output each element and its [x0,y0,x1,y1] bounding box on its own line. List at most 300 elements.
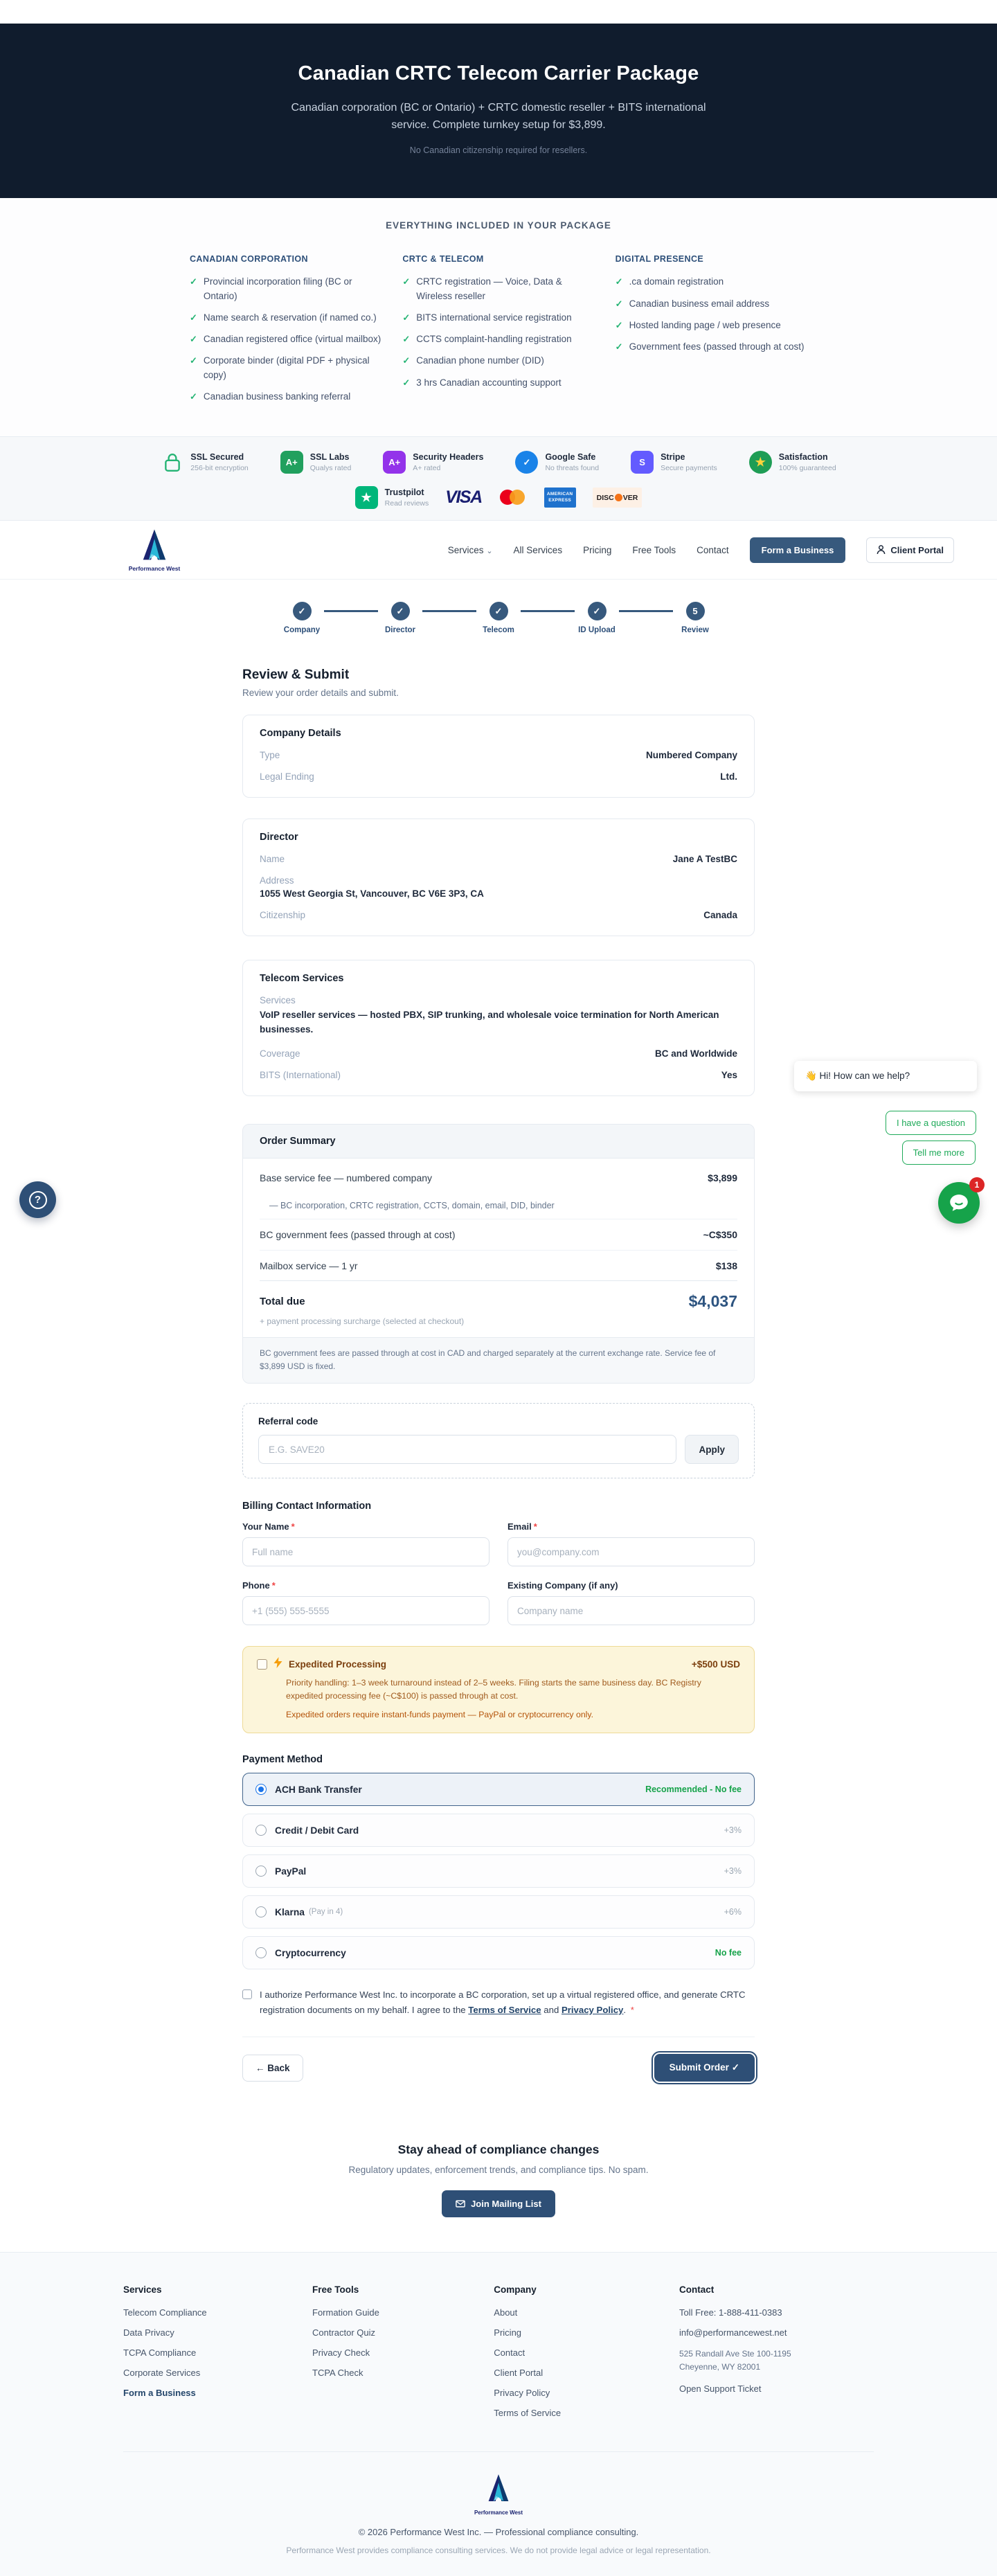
detail-row [260,766,737,787]
badge-ssl-secured [161,451,248,474]
question-mark-icon: ? [29,1191,47,1209]
nav-item-all-services[interactable]: All Services [513,544,563,555]
authorization-checkbox[interactable] [242,1989,252,1999]
step-check-icon: ✓ [588,602,607,620]
base-fee-note: — BC incorporation, CRTC registration, CCTS, domain, email, DID, binder [260,1193,737,1219]
detail-row [260,904,737,926]
page-subtitle: Review your order details and submit. [242,688,399,699]
detail-row [260,848,737,870]
row-value: Yes [721,1069,737,1080]
badge-security-headers [383,451,483,474]
column-title: CRTC & TELECOM [402,254,484,265]
review-header [242,668,755,698]
included-item-label: Canadian business email address [629,298,770,309]
badge-subtitle: Secure payments [661,464,717,473]
payment-option-label: PayPal [275,1866,307,1877]
row-label: Address [260,875,294,886]
billing-fields [242,1521,755,1625]
badge-subtitle: No threats found [545,464,600,473]
existing-company-input[interactable] [508,1596,755,1625]
payment-option-paypal[interactable] [242,1854,755,1888]
row-label: Citizenship [260,910,306,921]
payment-option-card[interactable] [242,1814,755,1847]
badge-title: Stripe [661,452,685,463]
chat-quick-reply-tell-me-more[interactable]: Tell me more [902,1141,976,1165]
email-input[interactable] [508,1537,755,1566]
director-card [242,819,755,936]
discover-text: VER [622,493,638,502]
line-amount: $3,899 [708,1172,737,1183]
footer-link[interactable]: Contact [494,2347,526,2358]
included-column-digital [616,254,807,411]
required-asterisk: * [533,1521,537,1532]
check-icon: ✓ [402,355,411,366]
included-columns [190,254,807,411]
row-value: Canada [703,910,737,921]
row-label: Legal Ending [260,771,314,782]
footer-link[interactable]: Pricing [494,2327,522,2338]
check-icon: ✓ [615,298,623,309]
payment-option-crypto[interactable] [242,1936,755,1969]
footer-col-services [123,2284,312,2428]
a-plus-icon: A+ [280,451,303,474]
radio-unselected[interactable] [255,1825,267,1836]
nav-item-pricing[interactable]: Pricing [583,544,612,555]
newsletter-section [0,2122,997,2252]
check-icon: ✓ [402,377,411,388]
brand-logo[interactable] [129,528,180,572]
included-item-label: Name search & reservation (if named co.) [203,312,377,323]
hero-subtitle: Canadian corporation (BC or Ontario) + CRTC domestic reseller + BITS international service. Complete turnkey setup for $3,899. [291,101,706,132]
authorization-text-part: I authorize Performance West Inc. to incorporate a BC corporation, set up a virtual registered office, and generate CRTC registration documents on my behalf. I agree to the [260,1989,746,2015]
back-label: Back [267,2062,290,2073]
badge-subtitle: 100% guaranteed [778,464,836,473]
payment-option-fee: +6% [724,1907,742,1917]
referral-code-card [242,1403,755,1478]
newsletter-title: Stay ahead of compliance changes [397,2143,600,2156]
card-title: Telecom Services [260,973,344,985]
check-icon: ✓ [402,312,411,323]
discover-text: DISC [596,493,614,502]
name-field-group [242,1521,489,1566]
payment-logos-row [0,486,997,509]
included-item [402,332,594,346]
check-icon: ✓ [190,355,197,366]
footer-col-company [494,2284,679,2428]
hero-section [0,24,997,199]
trust-strip [0,436,997,521]
check-icon: ✓ [731,2062,739,2073]
included-item-label: Canadian business banking referral [203,391,351,402]
lock-icon [161,451,183,474]
footer-col-title: Services [123,2284,162,2295]
detail-row [260,744,737,766]
badge-subtitle: 256-bit encryption [190,464,249,473]
badge-title: Security Headers [413,452,484,463]
included-item [616,297,807,311]
included-item [190,354,381,382]
expedited-title: Expedited Processing [289,1658,387,1670]
chat-greeting-bubble: 👋 Hi! How can we help? [794,1061,977,1091]
payment-option-badge: Recommended - No fee [645,1785,742,1795]
badge-title: Satisfaction [778,452,828,463]
phone-field-group [242,1580,489,1625]
detail-row [260,990,737,1007]
stripe-icon: S [631,451,654,474]
discover-logo [593,488,643,508]
open-support-ticket-link[interactable]: Open Support Ticket [679,2383,762,2395]
field-label-text: Phone [242,1580,270,1591]
chat-unread-badge: 1 [969,1177,985,1192]
order-summary-card [242,1124,755,1384]
total-amount: $4,037 [688,1291,737,1310]
row-label: Type [260,750,280,761]
form-actions [242,2037,755,2082]
footer-col-title: Free Tools [312,2284,359,2295]
amex-text: EXPRESS [548,497,572,503]
payment-option-label: Cryptocurrency [275,1947,346,1958]
name-input[interactable] [242,1537,489,1566]
footer-col-title: Contact [679,2284,715,2295]
detail-row [260,1043,737,1064]
amex-logo [544,488,576,508]
payment-option-label: ACH Bank Transfer [275,1784,362,1795]
radio-unselected[interactable] [255,1947,267,1958]
badge-stripe [631,451,717,474]
disclaimer-text: Performance West provides compliance consulting services. We do not provide legal advice or legal representation. [286,2546,711,2555]
step-check-icon: ✓ [489,602,508,620]
step-label: Review [681,626,709,635]
footer-link[interactable]: Terms of Service [494,2408,562,2418]
order-summary-footnote: BC government fees are passed through at cost in CAD and charged separately at the current exchange rate. Service fee of $3,899 USD is fixed. [243,1337,754,1383]
row-value: Numbered Company [645,750,737,761]
step-label: Director [384,626,416,635]
step-label: Company [283,626,321,635]
footer-link[interactable]: Corporate Services [123,2368,201,2378]
person-icon [877,545,886,555]
check-icon: ✓ [615,276,623,287]
required-asterisk: * [630,2004,634,2015]
line-label: Mailbox service — 1 yr [260,1260,358,1271]
top-spacer [0,0,997,24]
existing-company-field-group [508,1580,755,1625]
lightning-icon [273,1657,282,1671]
nav-links [448,537,954,563]
payment-option-label: Klarna [275,1906,305,1917]
expedited-description: Priority handling: 1–3 week turnaround instead of 2–5 weeks. Filing starts the same business day. BC Registry expedited processing fee (~C$100) is passed through at cost. [286,1678,701,1701]
included-item-label: CCTS complaint-handling registration [416,334,572,345]
line-label: BC government fees (passed through at cost) [260,1228,456,1240]
footer-link[interactable]: About [494,2307,518,2318]
amex-text: AMERICAN [546,492,573,497]
included-item [402,354,594,368]
footer-link-form-a-business[interactable]: Form a Business [123,2388,196,2398]
trust-badges-row [0,451,997,474]
step-connector [521,610,575,612]
footer [0,2252,997,2576]
toll-free-number[interactable]: Toll Free: 1-888-411-0383 [679,2307,782,2318]
contact-email[interactable]: info@performancewest.net [679,2327,787,2338]
form-a-business-button[interactable]: Form a Business [750,537,846,563]
step-check-icon: ✓ [391,602,410,620]
authorization-text-part: . [623,2004,629,2015]
email-field-group [508,1521,755,1566]
nav-item-contact[interactable]: Contact [697,544,729,555]
summary-line [260,1251,737,1281]
step-company[interactable] [277,602,327,634]
check-icon: ✓ [615,341,623,352]
phone-input[interactable] [242,1596,489,1625]
step-connector [324,610,378,612]
referral-label: Referral code [258,1416,318,1427]
performance-west-logo-icon [483,2473,514,2505]
summary-line [260,1163,737,1193]
chat-bubble-icon [947,1191,971,1215]
card-title: Director [260,832,298,843]
back-arrow-icon: ← [255,2062,265,2073]
hero-note: No Canadian citizenship required for resellers. [409,145,588,156]
badge-satisfaction [749,451,836,474]
footer-link[interactable]: Telecom Compliance [123,2307,207,2318]
footer-link[interactable]: Privacy Check [312,2347,370,2358]
submit-order-button[interactable] [654,2054,755,2082]
column-title: CANADIAN CORPORATION [190,254,308,265]
main-content [0,580,997,2122]
performance-west-logo-icon [136,528,172,564]
included-item-label: BITS international service registration [416,312,572,323]
payment-option-label: Credit / Debit Card [275,1825,359,1836]
payment-option-fee: +3% [724,1825,742,1836]
step-connector [422,610,476,612]
footer-col-title: Company [494,2284,537,2295]
included-heading: EVERYTHING INCLUDED IN YOUR PACKAGE [386,220,611,231]
included-item-label: Provincial incorporation filing (BC or Ontario) [203,276,352,301]
payment-option-fee: +3% [724,1866,742,1877]
mastercard-logo [498,488,528,507]
shield-check-icon: ✓ [515,451,538,474]
detail-row [260,1064,737,1086]
detail-row [260,870,737,887]
join-mailing-list-button[interactable] [442,2190,555,2217]
total-label: Total due [260,1295,305,1307]
footer-bottom [123,2451,874,2555]
badge-google-safe [515,451,599,474]
check-icon: ✓ [615,319,623,330]
terms-of-service-link[interactable]: Terms of Service [468,2004,541,2015]
check-icon: ✓ [402,334,411,345]
radio-unselected[interactable] [255,1906,267,1917]
visa-logo: VISA [445,488,482,508]
included-item [190,311,381,325]
badge-subtitle: Qualys rated [309,464,352,473]
progress-stepper [277,602,720,634]
contact-address [679,2347,874,2374]
payment-option-fee: No fee [715,1948,742,1958]
expedited-payment-note: Expedited orders require instant-funds payment — PayPal or cryptocurrency only. [286,1710,594,1720]
included-item-label: .ca domain registration [629,276,724,287]
address-value: 1055 West Georgia St, Vancouver, BC V6E 3P3, CA [260,888,484,900]
footer-link[interactable]: Contractor Quiz [312,2327,376,2338]
row-value: BC and Worldwide [654,1048,737,1059]
footer-link[interactable]: TCPA Compliance [123,2347,197,2358]
payment-option-note: (Pay in 4) [308,1908,343,1917]
step-id-upload[interactable] [572,602,622,634]
nav-item-label: Services [447,544,484,555]
included-item [190,275,381,303]
radio-unselected[interactable] [255,1866,267,1877]
brand-name: Performance West [128,565,181,573]
nav-item-free-tools[interactable]: Free Tools [632,544,676,555]
page-title: Review & Submit [242,668,350,683]
row-value: Ltd. [720,771,737,782]
row-label: Services [260,995,296,1006]
summary-line [260,1219,737,1251]
footer-link[interactable]: Privacy Policy [494,2388,550,2398]
included-item [402,311,594,325]
footer-link[interactable]: Data Privacy [123,2327,174,2338]
trustpilot-star-icon: ★ [355,486,378,509]
badge-title: SSL Labs [309,452,350,463]
field-label-text: Existing Company (if any) [508,1580,618,1591]
navbar [0,521,997,580]
company-details-card [242,715,755,798]
client-portal-label: Client Portal [890,544,944,555]
included-item [402,376,594,390]
envelope-icon [456,2200,465,2208]
expedited-price: +$500 USD [691,1658,740,1670]
check-icon: ✓ [190,276,197,287]
order-summary-title: Order Summary [243,1125,754,1159]
included-column-telecom [402,254,594,411]
included-item-label: Hosted landing page / web presence [629,319,781,330]
expedited-checkbox[interactable] [257,1659,267,1670]
submit-label: Submit Order [669,2062,729,2073]
hero-title: Canadian CRTC Telecom Carrier Package [298,62,699,84]
check-icon: ✓ [190,312,197,323]
included-item-label: Corporate binder (digital PDF + physical copy) [203,355,370,380]
copyright-text: © 2026 Performance West Inc. — Professional compliance consulting. [358,2527,639,2537]
address-line: Cheyenne, WY 82001 [679,2362,761,2372]
step-review[interactable] [670,602,720,634]
billing-heading: Billing Contact Information [242,1501,372,1512]
row-label: BITS (International) [260,1069,341,1080]
footer-link[interactable]: Client Portal [494,2368,544,2378]
apply-button[interactable]: Apply [685,1435,739,1464]
payment-option-klarna[interactable] [242,1895,755,1929]
field-label-text: Email [508,1521,532,1532]
client-portal-button[interactable] [866,537,954,563]
included-item-label: Canadian phone number (DID) [416,355,544,366]
line-label: Base service fee — numbered company [260,1172,433,1183]
payment-method-heading: Payment Method [242,1754,323,1766]
badge-title: SSL Secured [190,452,244,463]
privacy-policy-link[interactable]: Privacy Policy [561,2004,624,2015]
footer-columns [123,2284,874,2428]
payment-option-ach[interactable] [242,1773,755,1806]
footer-col-free-tools [312,2284,494,2428]
row-value: Jane A TestBC [672,854,737,865]
check-icon: ✓ [190,334,197,345]
field-label-text: Your Name [242,1521,289,1532]
footer-brand-name: Performance West [474,2510,523,2516]
trustpilot-badge [355,486,429,509]
card-title: Company Details [260,728,341,740]
discover-circle-icon [615,494,622,501]
badge-title: Trustpilot [384,488,424,498]
included-item [190,390,381,404]
field-label [242,1580,489,1591]
footer-link[interactable]: Formation Guide [312,2307,379,2318]
included-item [402,275,594,303]
included-section [0,198,997,436]
a-plus-icon: A+ [383,451,406,474]
badge-title: Google Safe [545,452,596,463]
nav-item-services[interactable] [448,545,493,555]
column-title: DIGITAL PRESENCE [615,254,704,265]
order-summary-body [243,1159,754,1337]
footer-col-contact [679,2284,874,2428]
badge-subtitle: Read reviews [384,499,429,508]
field-label [508,1521,755,1532]
included-item [190,332,381,346]
step-telecom[interactable] [474,602,523,634]
chevron-down-icon: ⌄ [486,546,493,555]
footer-link[interactable]: TCPA Check [312,2368,363,2378]
help-button[interactable] [19,1181,56,1218]
chat-quick-reply-question[interactable]: I have a question [886,1111,976,1135]
included-item-label: CRTC registration — Voice, Data & Wireless reseller [416,276,562,301]
line-amount: $138 [715,1260,737,1271]
check-icon: ✓ [402,276,411,287]
authorization-text-part: and [541,2004,562,2015]
badge-subtitle: A+ rated [413,464,441,473]
included-item [616,319,807,332]
badge-ssl-labs [280,451,352,474]
authorization-text [260,1987,755,2017]
referral-code-input[interactable] [258,1435,676,1464]
included-item-label: Canadian registered office (virtual mailbox) [203,334,381,345]
radio-selected[interactable] [255,1784,267,1795]
step-number: 5 [686,602,705,620]
services-description: VoIP reseller services — hosted PBX, SIP trunking, and wholesale voice termination for North American businesses. [260,1010,719,1035]
expedited-processing-box [242,1646,755,1733]
surcharge-note: + payment processing surcharge (selected at checkout) [260,1316,465,1326]
expedited-header [257,1657,740,1671]
total-due-row [260,1280,737,1312]
authorization-row [242,1987,755,2017]
step-label: Telecom [483,626,514,635]
included-column-corporation [190,254,381,411]
star-icon: ★ [749,451,772,474]
required-asterisk: * [291,1521,295,1532]
included-item [616,340,807,354]
row-label: Name [260,854,285,865]
join-mailing-list-label: Join Mailing List [471,2199,541,2209]
field-label [508,1580,755,1591]
back-button[interactable] [242,2055,303,2082]
field-label [242,1521,489,1532]
included-item-label: 3 hrs Canadian accounting support [416,377,562,388]
step-director[interactable] [375,602,425,634]
address-line: 525 Randall Ave Ste 100-1195 [679,2349,791,2359]
telecom-services-card [242,960,755,1096]
step-connector [619,610,673,612]
referral-row [258,1435,739,1464]
included-item [616,275,807,289]
included-item-label: Government fees (passed through at cost) [629,341,805,352]
line-amount: ~C$350 [703,1228,737,1240]
required-asterisk: * [271,1580,276,1591]
